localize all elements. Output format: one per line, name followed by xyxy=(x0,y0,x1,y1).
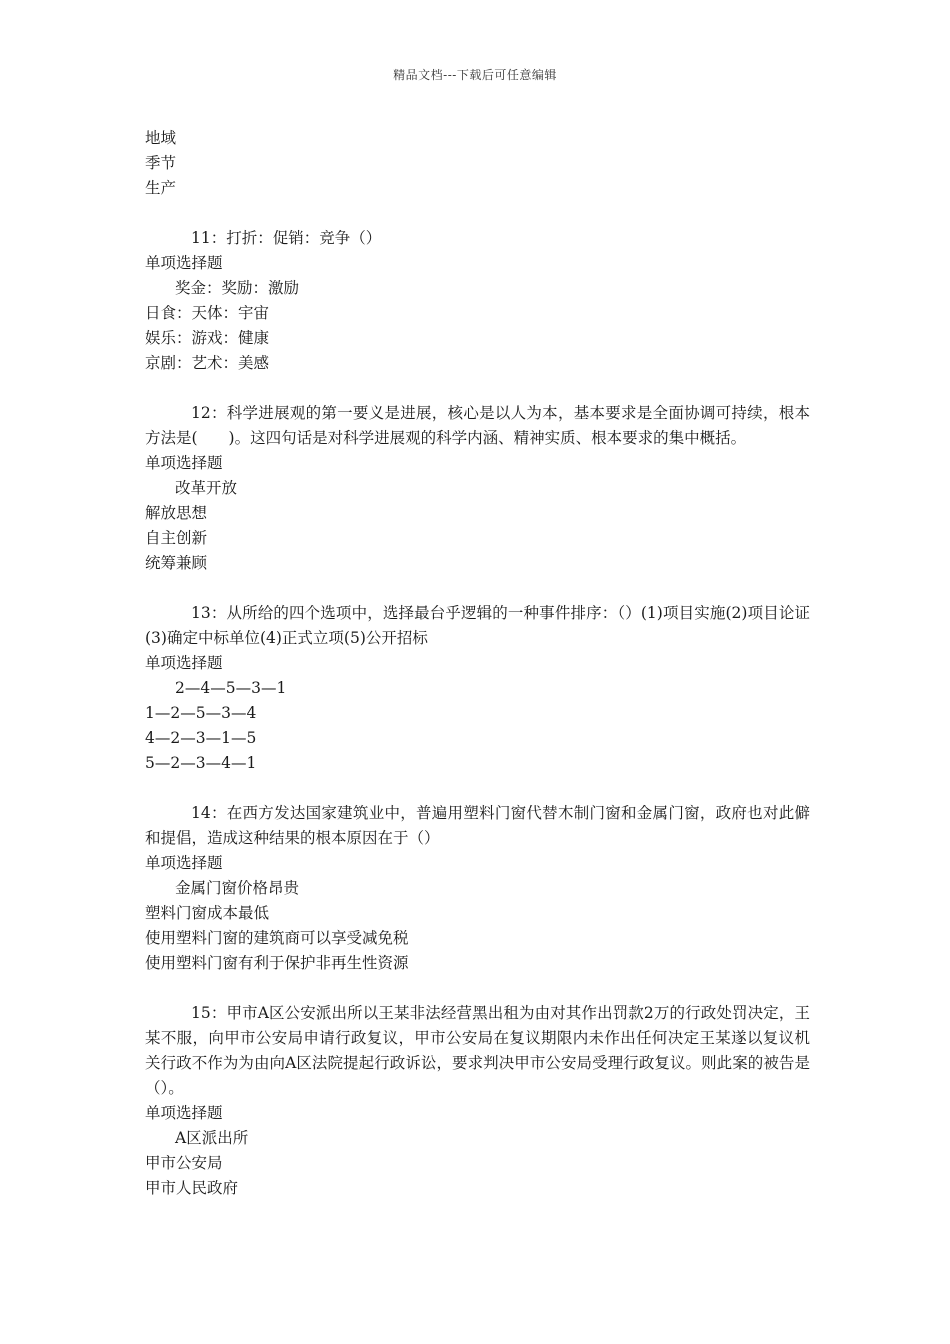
option: 统筹兼顾 xyxy=(145,554,208,572)
option: 使用塑料门窗的建筑商可以享受减免税 xyxy=(145,929,409,947)
page-header: 精品文档---下载后可任意编辑 xyxy=(393,68,557,82)
question-type: 单项选择题 xyxy=(145,454,223,472)
option: 使用塑料门窗有利于保护非再生性资源 xyxy=(145,954,409,972)
question-text: 11：打折：促销：竞争（） xyxy=(191,229,382,247)
question-type: 单项选择题 xyxy=(145,854,223,872)
document-body xyxy=(145,126,810,1201)
option: 地域 xyxy=(145,129,177,147)
option: 4—2—3—1—5 xyxy=(145,729,257,747)
question-block xyxy=(145,401,810,576)
question-type: 单项选择题 xyxy=(145,654,223,672)
option: 甲市公安局 xyxy=(145,1154,223,1172)
option: 2—4—5—3—1 xyxy=(175,679,287,697)
option: A区派出所 xyxy=(175,1129,249,1147)
question-block xyxy=(145,601,810,776)
option: 甲市人民政府 xyxy=(145,1179,239,1197)
leading-options xyxy=(145,126,810,201)
option: 奖金：奖励：激励 xyxy=(175,279,300,297)
option: 5—2—3—4—1 xyxy=(145,754,257,772)
question-type: 单项选择题 xyxy=(145,254,223,272)
question-block xyxy=(145,1001,810,1201)
option: 季节 xyxy=(145,154,177,172)
option: 金属门窗价格昂贵 xyxy=(175,879,300,897)
question-text: 12：科学进展观的第一要义是进展，核心是以人为本，基本要求是全面协调可持续，根本方法是( )。这四句话是对科学进展观的科学内涵、精神实质、根本要求的集中概括。 xyxy=(145,404,810,447)
question-type: 单项选择题 xyxy=(145,1104,223,1122)
question-block xyxy=(145,801,810,976)
question-text: 15：甲市A区公安派出所以王某非法经营黑出租为由对其作出罚款2万的行政处罚决定，王某不服，向甲市公安局申请行政复议，甲市公安局在复议期限内未作出任何决定王某遂以复议机关行政不作为为由向A区法院提起行政诉讼，要求判决甲市公安局受理行政复议。则此案的被告是（）。 xyxy=(145,1004,810,1097)
question-text: 14：在西方发达国家建筑业中，普遍用塑料门窗代替木制门窗和金属门窗，政府也对此僻和提倡，造成这种结果的根本原因在于（） xyxy=(145,804,810,847)
question-block xyxy=(145,226,810,376)
option: 自主创新 xyxy=(145,529,208,547)
option: 1—2—5—3—4 xyxy=(145,704,257,722)
option: 塑料门窗成本最低 xyxy=(145,904,270,922)
option: 京剧：艺术：美感 xyxy=(145,354,270,372)
question-text: 13：从所给的四个选项中，选择最台乎逻辑的一种事件排序：（）(1)项目实施(2)项目论证(3)确定中标单位(4)正式立项(5)公开招标 xyxy=(145,604,810,647)
option: 改革开放 xyxy=(175,479,238,497)
option: 解放思想 xyxy=(145,504,208,522)
option: 日食：天体：宇宙 xyxy=(145,304,270,322)
option: 娱乐：游戏：健康 xyxy=(145,329,270,347)
option: 生产 xyxy=(145,179,177,197)
